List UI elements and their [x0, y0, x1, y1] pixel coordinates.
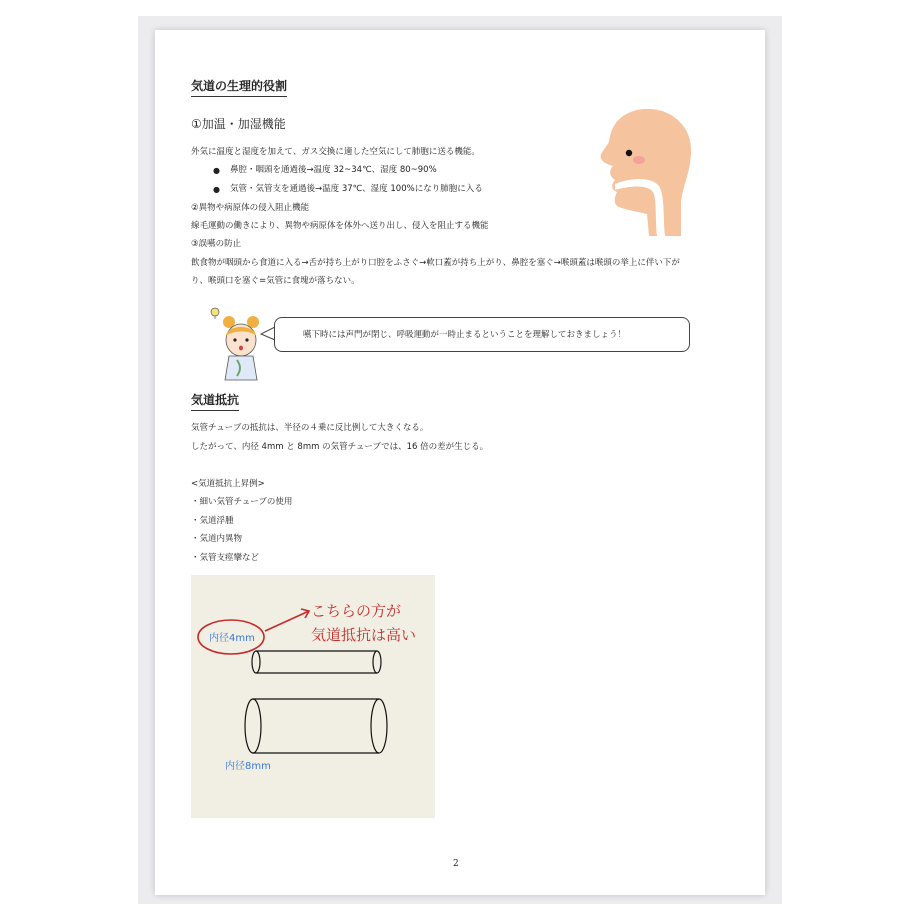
- bullet-dot: ●: [213, 166, 220, 175]
- small-tube-body: [256, 651, 377, 673]
- bullet-dot: ●: [213, 185, 220, 194]
- paragraph-line: り、喉頭口を塞ぐ=気管に食塊が落ちない。: [191, 276, 360, 286]
- bullet-item: 気管・気管支を通過後→温度 37℃、湿度 100%になり肺胞に入る: [230, 184, 483, 194]
- label-large-diameter: 内径8mm: [225, 761, 271, 772]
- tube-diameter-diagram: [191, 575, 435, 818]
- student-character-illustration: [207, 306, 267, 386]
- large-tube-end-left: [245, 699, 261, 753]
- small-tube-end-left: [252, 651, 260, 673]
- section-heading-airway-roles: 気道の生理的役割: [191, 78, 287, 97]
- list-item: ・気道内異物: [191, 534, 243, 544]
- item-title: ②異物や病原体の侵入阻止機能: [191, 203, 310, 213]
- small-tube-end-right: [373, 651, 381, 673]
- page-number: 2: [453, 859, 459, 869]
- document-page: [155, 30, 765, 895]
- item-title: ③誤嚥の防止: [191, 239, 242, 249]
- bullet-item: 鼻腔・咽頭を通過後→温度 32~34℃、湿度 80~90%: [230, 165, 437, 175]
- annotation-line-1: こちらの方が: [311, 602, 402, 620]
- list-item: ・気管支痙攣など: [191, 553, 260, 563]
- paragraph-line: 飲食物が咽頭から食道に入る→舌が持ち上がり口腔をふさぐ→軟口蓋が持ち上がり、鼻腔を塞ぐ→喉頭蓋は喉頭の挙上に伴い下が: [191, 258, 680, 268]
- list-item: ・気道浮腫: [191, 516, 234, 526]
- section-heading-airway-resistance: 気道抵抗: [191, 392, 239, 411]
- paragraph-line: 線毛運動の働きにより、異物や病原体を体外へ送り出し、侵入を阻止する機能: [191, 221, 489, 231]
- paragraph-line: したがって、内径 4mm と 8mm の気管チューブでは、16 倍の差が生じる。: [191, 442, 489, 452]
- callout-text: 嚥下時には声門が閉じ、呼吸運動が一時止まるということを理解しておきましょう！: [303, 330, 627, 340]
- list-item: ・細い気管チューブの使用: [191, 497, 293, 507]
- tube-sketch: [191, 575, 435, 818]
- list-title: <気道抵抗上昇例>: [191, 479, 265, 489]
- label-small-diameter: 内径4mm: [209, 633, 255, 644]
- large-tube-body: [253, 699, 379, 753]
- arrow-line: [265, 611, 309, 631]
- subheading-warming-humidifying: ①加温・加湿機能: [191, 117, 286, 131]
- head-airway-illustration: [595, 102, 695, 242]
- paragraph-line: 気管チューブの抵抗は、半径の４乗に反比例して大きくなる。: [191, 423, 429, 433]
- paragraph-line: 外気に温度と湿度を加えて、ガス交換に適した空気にして肺胞に送る機能。: [191, 147, 480, 157]
- large-tube-end-right: [371, 699, 387, 753]
- annotation-line-2: 気道抵抗は高い: [311, 626, 417, 644]
